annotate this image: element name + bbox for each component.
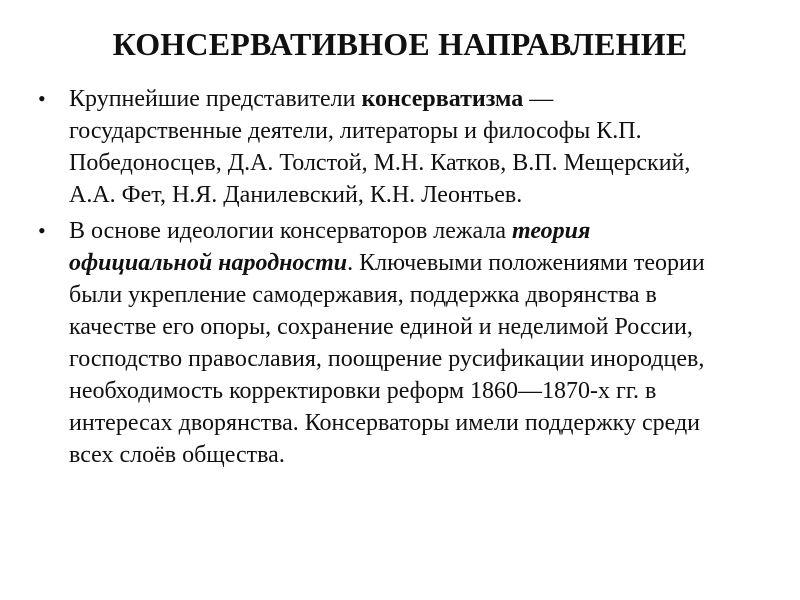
slide-title: КОНСЕРВАТИВНОЕ НАПРАВЛЕНИЕ bbox=[112, 26, 688, 62]
bullet-text: Крупнейшие представители bbox=[69, 86, 362, 112]
bullet-item bbox=[0, 83, 800, 211]
bullet-text: . Ключевыми положениями теории были укрепление самодержавия, поддержка дворянства в качестве его опоры, сохранение единой и неделимой России, господство православия, поощрение русификации инородцев, необходимость корректировки реформ 1860—1870-х гг. в интересах дворянства. Консерваторы имели поддержку среди всех слоёв общества. bbox=[69, 250, 705, 468]
bullet-list bbox=[0, 83, 800, 475]
bullet-marker: • bbox=[38, 218, 46, 243]
bullet-marker: • bbox=[38, 86, 46, 111]
bullet-text: В основе идеологии консерваторов лежала bbox=[69, 218, 512, 244]
bold-term: консерватизма bbox=[361, 86, 524, 112]
bullet-text: — государственные деятели, литераторы и философы К.П. Победоносцев, Д.А. Толстой, М.Н. Катков, В.П. Мещерский, А.А. Фет, Н.Я. Данилевский, К.Н. Леонтьев. bbox=[69, 86, 691, 208]
bullet-item bbox=[0, 215, 800, 471]
bold-italic-term: теория официальной народности bbox=[69, 218, 591, 276]
